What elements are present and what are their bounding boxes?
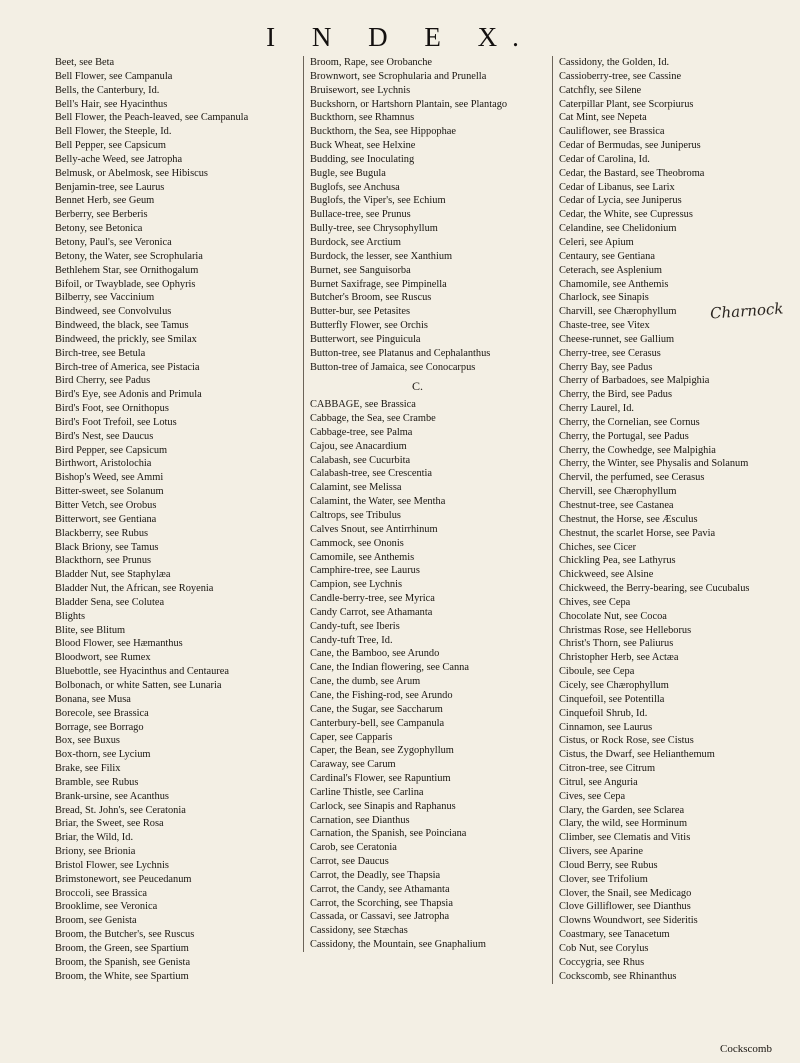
index-entry: Calabash-tree, see Crescentia <box>310 468 433 480</box>
index-entry: Cherry, the Portugal, see Padus <box>559 430 689 442</box>
index-entry: Bells, the Canterbury, Id. <box>55 84 160 96</box>
index-entry: Clivers, see Aparine <box>559 846 643 858</box>
index-entry: Calamint, see Melissa <box>310 482 402 494</box>
index-entry: Camomile, see Anthemis <box>310 551 415 563</box>
index-entry: Butcher's Broom, see Ruscus <box>310 292 432 304</box>
index-entry: Clover, the Snail, see Medicago <box>559 887 692 899</box>
index-entry: Cloud Berry, see Rubus <box>559 859 658 871</box>
index-entry: Carrot, the Scorching, see Thapsia <box>310 897 453 909</box>
index-entry: Betony, Paul's, see Veronica <box>55 236 172 248</box>
index-entry: Cherry Laurel, Id. <box>559 403 635 415</box>
index-entry: Cistus, the Dwarf, see Helianthemum <box>559 749 715 761</box>
index-entry: Burdock, the lesser, see Xanthium <box>310 250 453 262</box>
index-entry: Clowns Woundwort, see Sideritis <box>559 915 698 927</box>
index-entry: Brownwort, see Scrophularia and Prunella <box>310 70 487 82</box>
index-entry: Broom, the Green, see Spartium <box>55 943 189 954</box>
index-entry: Chervil, the perfumed, see Cerasus <box>559 472 705 484</box>
index-entry: Chervill, see Chærophyllum <box>559 486 677 498</box>
index-entry: Christmas Rose, see Helleborus <box>559 624 692 636</box>
index-entry: Bell Flower, the Steeple, Id. <box>55 126 172 138</box>
index-entry: Bitter-sweet, see Solanum <box>55 486 164 498</box>
index-entry: Chestnut-tree, see Castanea <box>559 500 674 511</box>
index-entry: Ceterach, see Asplenium <box>559 264 663 276</box>
index-entry: Birch-tree, see Betula <box>55 347 146 359</box>
index-entry: Bethlehem Star, see Ornithogalum <box>55 264 199 276</box>
index-entry: Carob, see Ceratonia <box>310 842 397 854</box>
index-entry: Black Briony, see Tamus <box>55 541 159 553</box>
index-entry: Bird's Nest, see Daucus <box>55 430 154 442</box>
index-entry: Belly-ache Weed, see Jatropha <box>55 153 183 165</box>
index-entry: Broom, the Spanish, see Genista <box>55 956 191 968</box>
index-entry: Cedar, the Bastard, see Theobroma <box>559 167 705 179</box>
index-entry: Bird Pepper, see Capsicum <box>55 444 168 456</box>
index-entry: Calabash, see Cucurbita <box>310 454 411 466</box>
index-entry: Candy-tuft, see Iberis <box>310 620 400 632</box>
index-entry: Calves Snout, see Antirrhinum <box>310 523 438 535</box>
index-entry: Caper, see Capparis <box>310 731 393 743</box>
page-title: I N D E X. <box>266 22 534 52</box>
index-entry: Betony, the Water, see Scrophularia <box>55 250 203 262</box>
index-entry: Broccoli, see Brassica <box>55 887 148 899</box>
index-entry: Catchfly, see Silene <box>559 84 642 96</box>
index-entry: Caterpillar Plant, see Scorpiurus <box>559 98 694 110</box>
index-entry: Cedar, the White, see Cupressus <box>559 209 693 221</box>
index-entry: Birch-tree of America, see Pistacia <box>55 361 200 373</box>
index-entry: Caraway, see Carum <box>310 759 396 771</box>
index-entry: Cassada, or Cassavi, see Jatropha <box>310 911 450 923</box>
index-entry: Cassidony, the Golden, Id. <box>559 57 670 68</box>
index-entry: Cedar of Carolina, Id. <box>559 153 650 165</box>
index-entry: Bloodwort, see Rumex <box>55 652 151 664</box>
index-entry: Bonana, see Musa <box>55 693 131 705</box>
index-entry: Carrot, the Deadly, see Thapsia <box>310 869 441 881</box>
index-entry: Clover, see Trifolium <box>559 873 648 885</box>
index-entry: Bindweed, the prickly, see Smilax <box>55 333 197 345</box>
index-entry: Chocolate Nut, see Cocoa <box>559 610 667 622</box>
handwritten-margin-note: Charnock <box>709 299 784 323</box>
index-entry: Clary, the Garden, see Sclarea <box>559 804 685 816</box>
index-entry: Cockscomb, see Rhinanthus <box>559 970 677 982</box>
index-entry: Charvill, see Chærophyllum <box>559 306 677 318</box>
index-entry: Butterfly Flower, see Orchis <box>310 320 428 332</box>
index-entry: Blackberry, see Rubus <box>55 527 149 539</box>
index-entry: Butterwort, see Pinguicula <box>310 333 421 345</box>
section-letter: C. <box>411 379 423 394</box>
index-entry: Bladder Sena, see Colutea <box>55 596 165 608</box>
index-entry: Clary, the wild, see Horminum <box>559 818 688 830</box>
index-entry: Bruisewort, see Lychnis <box>310 84 411 96</box>
index-entry: Candle-berry-tree, see Myrica <box>310 593 435 605</box>
index-entry: Cassidony, the Mountain, see Gnaphalium <box>310 939 486 951</box>
index-entry: Bindweed, the black, see Tamus <box>55 320 189 332</box>
index-entry: Bishop's Weed, see Ammi <box>55 472 164 484</box>
index-entry: Christ's Thorn, see Paliurus <box>559 638 674 650</box>
index-entry: Cherry, the Cowhedge, see Malpighia <box>559 444 716 456</box>
index-entry: Beet, see Beta <box>55 57 115 68</box>
index-entry: Cardinal's Flower, see Rapuntium <box>310 773 451 785</box>
index-entry: Candy-tuft Tree, Id. <box>310 634 393 646</box>
index-entry: Bullace-tree, see Prunus <box>310 209 411 221</box>
index-entry: Bird's Foot Trefoil, see Lotus <box>55 416 177 428</box>
index-entry: Cane, the Indian flowering, see Canna <box>310 662 469 674</box>
index-entry: Button-tree of Jamaica, see Conocarpus <box>310 361 476 373</box>
index-entry: Buckthorn, the Sea, see Hippophae <box>310 126 457 138</box>
index-entry: Brooklime, see Veronica <box>55 901 158 913</box>
index-entry: Cicely, see Chærophyllum <box>559 679 669 691</box>
index-entry: Buckshorn, or Hartshorn Plantain, see Plantago <box>310 98 508 110</box>
index-entry: Campion, see Lychnis <box>310 579 403 591</box>
index-entry: Cherry, the Winter, see Physalis and Solanum <box>559 458 749 470</box>
index-column-2 <box>303 56 525 952</box>
index-entry: Bitter Vetch, see Orobus <box>55 500 157 511</box>
index-entry: Bladder Nut, the African, see Royenia <box>55 583 214 595</box>
index-entry: Cinquefoil, see Potentilla <box>559 693 665 705</box>
index-entry: Buckthorn, see Rhamnus <box>310 112 415 124</box>
index-column-1 <box>55 56 260 984</box>
index-entry: Box, see Buxus <box>55 735 120 747</box>
index-entry: Camphire-tree, see Laurus <box>310 565 420 577</box>
index-entry: Cedar of Bermudas, see Juniperus <box>559 140 701 152</box>
index-entry: Cajou, see Anacardium <box>310 440 407 452</box>
index-entry: Borecole, see Brassica <box>55 707 149 719</box>
index-entry: Bugle, see Bugula <box>310 167 386 179</box>
index-entry: Brank-ursine, see Acanthus <box>55 790 169 802</box>
index-entry: Burnet, see Sanguisorba <box>310 264 411 276</box>
index-entry: Cauliflower, see Brassica <box>559 126 665 138</box>
index-entry: Cane, the Fishing-rod, see Arundo <box>310 689 453 701</box>
index-entry: Broom, see Genista <box>55 915 137 927</box>
index-entry: Cherry of Barbadoes, see Malpighia <box>559 375 710 387</box>
index-entry: Brimstonewort, see Peucedanum <box>55 873 192 885</box>
index-entry: Brake, see Filix <box>55 763 121 775</box>
index-entry: Bird Cherry, see Padus <box>55 375 151 387</box>
index-entry: Bird's Eye, see Adonis and Primula <box>55 389 202 401</box>
index-entry: Budding, see Inoculating <box>310 153 415 165</box>
index-entry: Bell Flower, see Campanula <box>55 70 173 82</box>
index-entry: Betony, see Betonica <box>55 223 143 235</box>
index-entry: Box-thorn, see Lycium <box>55 749 151 761</box>
index-entry: Cane, the Sugar, see Saccharum <box>310 703 443 715</box>
index-entry: Briar, the Wild, Id. <box>55 832 134 844</box>
index-entry: Chives, see Cepa <box>559 596 631 608</box>
index-entry: Coccygria, see Rhus <box>559 956 645 968</box>
index-entry: Bully-tree, see Chrysophyllum <box>310 223 438 235</box>
index-entry: Cheese-runnet, see Gallium <box>559 333 675 345</box>
index-entry: Bindweed, see Convolvulus <box>55 306 172 318</box>
index-entry: Cabbage-tree, see Palma <box>310 426 413 438</box>
index-entry: Briony, see Brionia <box>55 846 136 858</box>
index-entry: Chaste-tree, see Vitex <box>559 320 650 332</box>
index-entry: Cabbage, the Sea, see Crambe <box>310 413 436 425</box>
index-entry: Blood Flower, see Hæmanthus <box>55 638 183 650</box>
index-entry: Bluebottle, see Hyacinthus and Centaurea <box>55 666 229 678</box>
index-entry: Christopher Herb, see Actæa <box>559 652 679 664</box>
index-entry: Chickweed, the Berry-bearing, see Cucubalus <box>559 583 750 595</box>
index-entry: Chickweed, see Alsine <box>559 569 654 581</box>
index-entry: Cassioberry-tree, see Cassine <box>559 70 682 82</box>
index-entry: Bolbonach, or white Satten, see Lunaria <box>55 679 222 691</box>
index-entry: Blite, see Blitum <box>55 624 126 636</box>
index-entry: Broom, the Butcher's, see Ruscus <box>55 929 195 941</box>
index-entry: Bramble, see Rubus <box>55 776 139 788</box>
index-entry: Belmusk, or Abelmosk, see Hibiscus <box>55 167 208 179</box>
index-entry: Carnation, see Dianthus <box>310 814 410 826</box>
index-entry: Borrage, see Borrago <box>55 721 144 733</box>
index-entry: Briar, the Sweet, see Rosa <box>55 818 164 830</box>
index-entry: Citrul, see Anguria <box>559 776 638 788</box>
index-entry: Bell Pepper, see Capsicum <box>55 140 166 152</box>
index-entry: Cives, see Cepa <box>559 790 626 802</box>
index-entry: Chestnut, the scarlet Horse, see Pavia <box>559 527 716 539</box>
index-entry: Bristol Flower, see Lychnis <box>55 859 169 871</box>
index-entry: Chiches, see Cicer <box>559 541 637 553</box>
index-entry: Cane, the dumb, see Arum <box>310 676 421 688</box>
index-entry: Cammock, see Ononis <box>310 537 404 549</box>
index-entry: Celeri, see Apium <box>559 236 634 248</box>
index-entry: Bennet Herb, see Geum <box>55 195 155 207</box>
index-entry: Chickling Pea, see Lathyrus <box>559 555 676 567</box>
index-entry: Buglofs, see Anchusa <box>310 181 400 193</box>
index-entry: CABBAGE, see Brassica <box>310 399 416 411</box>
index-entry: Carnation, the Spanish, see Poinciana <box>310 828 467 840</box>
index-entry: Buck Wheat, see Helxine <box>310 140 416 152</box>
index-entry: Cane, the Bamboo, see Arundo <box>310 648 440 660</box>
index-entry: Cob Nut, see Corylus <box>559 943 649 954</box>
index-entry: Blackthorn, see Prunus <box>55 555 152 567</box>
index-entry: Blights <box>55 610 86 622</box>
index-entry: Butter-bur, see Petasites <box>310 306 411 318</box>
index-entry: Bitterwort, see Gentiana <box>55 513 157 525</box>
index-entry: Carline Thistle, see Carlina <box>310 786 424 798</box>
index-entry: Carrot, the Candy, see Athamanta <box>310 883 450 895</box>
index-entry: Burnet Saxifrage, see Pimpinella <box>310 278 447 290</box>
index-entry: Bread, St. John's, see Ceratonia <box>55 804 186 816</box>
index-entry: Climber, see Clematis and Vitis <box>559 832 691 844</box>
index-entry: Cistus, or Rock Rose, see Cistus <box>559 735 694 747</box>
index-entry: Cedar of Libanus, see Larix <box>559 181 675 193</box>
index-entry: Centaury, see Gentiana <box>559 250 655 262</box>
index-entry: Cedar of Lycia, see Juniperus <box>559 195 682 207</box>
index-entry: Broom, Rape, see Orobanche <box>310 57 433 68</box>
index-entry: Bifoil, or Twayblade, see Ophyris <box>55 278 196 290</box>
index-entry: Carlock, see Sinapis and Raphanus <box>310 800 456 812</box>
catchword: Cockscomb <box>720 1043 772 1055</box>
index-entry: Broom, the White, see Spartium <box>55 970 189 982</box>
index-entry: Cherry-tree, see Cerasus <box>559 347 661 359</box>
index-entry: Citron-tree, see Citrum <box>559 763 656 775</box>
index-entry: Bird's Foot, see Ornithopus <box>55 403 169 415</box>
index-entry: Benjamin-tree, see Laurus <box>55 181 165 193</box>
index-entry: Cinquefoil Shrub, Id. <box>559 707 648 719</box>
index-entry: Ciboule, see Cepa <box>559 666 635 678</box>
index-entry: Chestnut, the Horse, see Æsculus <box>559 513 698 525</box>
index-entry: Cherry Bay, see Padus <box>559 361 653 373</box>
index-entry: Caltrops, see Tribulus <box>310 510 401 521</box>
index-entry: Burdock, see Arctium <box>310 236 401 248</box>
index-entry: Canterbury-bell, see Campanula <box>310 717 445 729</box>
index-entry: Clove Gilliflower, see Dianthus <box>559 901 691 913</box>
index-entry: Charlock, see Sinapis <box>559 292 649 304</box>
index-entry: Buglofs, the Viper's, see Echium <box>310 195 446 207</box>
index-entry: Coastmary, see Tanacetum <box>559 929 670 941</box>
index-entry: Birthwort, Aristolochia <box>55 458 152 470</box>
index-entry: Bell Flower, the Peach-leaved, see Campanula <box>55 112 249 124</box>
index-entry: Cherry, the Bird, see Padus <box>559 389 673 401</box>
index-entry: Cat Mint, see Nepeta <box>559 112 647 124</box>
index-entry: Button-tree, see Platanus and Cephalanthus <box>310 347 491 359</box>
index-entry: Cherry, the Cornelian, see Cornus <box>559 416 700 428</box>
index-entry: Chamomile, see Anthemis <box>559 278 669 290</box>
index-entry: Calamint, the Water, see Mentha <box>310 496 446 508</box>
index-entry: Bladder Nut, see Staphylæa <box>55 569 171 581</box>
index-entry: Cassidony, see Stæchas <box>310 925 408 937</box>
index-entry: Cinnamon, see Laurus <box>559 721 653 733</box>
index-entry: Carrot, see Daucus <box>310 856 389 868</box>
index-entry: Berberry, see Berberis <box>55 209 148 221</box>
index-entry: Bell's Hair, see Hyacinthus <box>55 98 168 110</box>
index-entry: Celandine, see Chelidonium <box>559 223 677 235</box>
index-entry: Bilberry, see Vaccinium <box>55 292 155 304</box>
index-column-3 <box>552 56 781 984</box>
index-entry: Caper, the Bean, see Zygophyllum <box>310 745 454 757</box>
index-entry: Candy Carrot, see Athamanta <box>310 606 433 618</box>
